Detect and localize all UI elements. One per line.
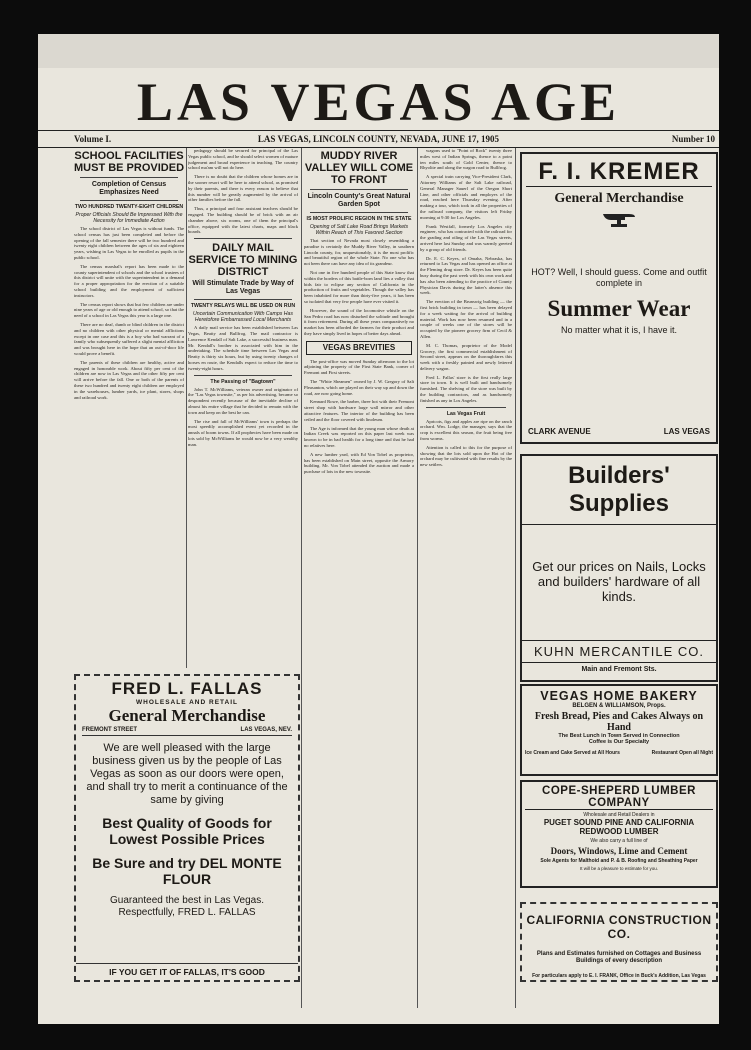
- advertisement-kremer: [520, 152, 718, 444]
- article-paragraph: There is no doubt that the children whose homes are in the sooner resort will be here to attend school, as promised by their parents, and there is every reason to believe that this number will be greatly augmented by the arrival of other families before the fall.: [188, 174, 298, 203]
- advertisement-bakery: [520, 684, 718, 776]
- ad-street: FREMONT STREET: [82, 727, 137, 733]
- ad-name: COPE-SHEPERD LUMBER COMPANY: [525, 785, 713, 810]
- article-paragraph: The parents of these children are healthy, active and engaged in honorable work. About fifty per cent of the children are now in Las Vegas and the other fifty per cent will arrive before the fall. One or both of the parents of these two hundred and twenty eight children are employed in the warehouses, lumber yards, ice plant, stores, shops and railroad work.: [74, 359, 184, 400]
- divider: [426, 407, 506, 408]
- ad-subtitle: Wholesale and Retail Dealers in: [583, 812, 655, 818]
- article-deck: Uncertain Communication With Camps Has Heretofore Embarrassed Local Merchants: [193, 311, 293, 324]
- ad-town: LAS VEGAS, NEV.: [240, 727, 292, 733]
- ad-slogan: Be Sure and try DEL MONTE FLOUR: [92, 855, 282, 887]
- column-2: [188, 148, 298, 668]
- ad-footer: [525, 750, 713, 756]
- article-subhead: TWO HUNDRED TWENTY-EIGHT CHILDREN: [74, 204, 184, 210]
- ad-slogan: Summer Wear: [547, 296, 691, 321]
- ad-name: VEGAS HOME BAKERY: [540, 689, 698, 703]
- ad-text: Coffee is Our Specialty: [588, 739, 650, 745]
- column-rule: [417, 148, 418, 1008]
- section-heading-brevities: VEGAS BREVITIES: [306, 341, 412, 355]
- ad-text: We are well pleased with the large business given us by the people of Las Vegas as soon as our doors were open, and shall try to merit a continuance of the same by giving: [86, 742, 288, 806]
- ad-tagline: No matter what it is, I have it.: [560, 325, 678, 335]
- advertisement-fallas: [74, 674, 300, 982]
- article-paragraph: The school district of Las Vegas is without funds. The school census has just been completed and before the opening of the fall semester there will be two hundred and twenty eight children between the ages of six and eighteen years, wishing in Las Vegas to be enrolled as pupils in the public school.: [74, 226, 184, 260]
- article-paragraph: Thus, a principal and four assistant teachers should be engaged. The building should be of brick with an air chamber above, six rooms, one of them the principal's office, equipped with the latest charts, maps and black boards.: [188, 206, 298, 235]
- ad-text: Get our prices on Nails, Locks and builders' hardware of all kinds.: [532, 559, 706, 604]
- ad-subtitle: WHOLESALE AND RETAIL: [136, 699, 238, 706]
- ad-location: [528, 427, 710, 436]
- article-paragraph: The erection of the Brunswig building — the first brick building in town — has been delayed for a week waiting for the arrival of building material. Work has now been resumed and in a couple of weeks one of the stores will be occupied by the pioneer grocery firm of Cecil & Allen.: [420, 299, 512, 339]
- article-paragraph: Dr. E. C. Keyes, of Omaha, Nebraska, has returned to Las Vegas and has opened an office at the Fleming drug store. Dr. Keyes has been quite busy during the past week with his own work and has also been attending to the practice of County Physician Davis during the latter's absence this week.: [420, 255, 512, 296]
- ad-slogan: Best Quality of Goods for Lowest Possible Prices: [102, 815, 272, 847]
- ad-location: Main and Fremont Sts.: [581, 666, 657, 673]
- ad-kind: PUGET SOUND PINE AND CALIFORNIA REDWOOD LUMBER: [543, 818, 695, 836]
- ad-name: FRED L. FALLAS: [111, 679, 263, 698]
- article-subhead: Completion of Census Emphasizes Need: [91, 181, 167, 196]
- ad-name: CALIFORNIA CONSTRUCTION CO.: [526, 913, 712, 941]
- ad-signature: Guaranteed the best in Las Vegas. Respectfully, FRED L. FALLAS: [110, 895, 264, 918]
- ad-text: HOT? Well, I should guess. Come and outfit complete in: [531, 267, 707, 288]
- article-deck: Opening of Salt Lake Road Brings Markets Within Reach of This Favored Section: [309, 224, 409, 236]
- newspaper-page: [38, 34, 719, 1024]
- divider: [194, 299, 292, 300]
- anvil-icon: [601, 211, 637, 229]
- dateline-center: LAS VEGAS, LINCOLN COUNTY, NEVADA, JUNE 17, 1905: [257, 134, 500, 144]
- ad-kind: General Merchandise: [554, 191, 684, 206]
- divider: [310, 189, 408, 190]
- ad-kind: General Merchandise: [108, 706, 266, 725]
- article-paragraph: wagons used to "Point of Rock" twenty three miles west of Indian Springs, thence to a point ten miles south of Gold Center, thence to Rhyolite and along the wagon road to Bullfrog.: [420, 148, 512, 171]
- article-headline: Las Vegas Fruit: [446, 410, 486, 417]
- divider: [80, 177, 178, 178]
- divider: [80, 200, 178, 201]
- masthead: LAS VEGAS AGE: [136, 72, 621, 132]
- ad-text: Plans and Estimates furnished on Cottages and Business Buildings of every description: [536, 951, 702, 964]
- advertisement-kuhn: [520, 454, 718, 682]
- article-headline: DAILY MAIL SERVICE TO MINING DISTRICT: [188, 242, 298, 279]
- dateline: [38, 130, 719, 148]
- ad-name: F. I. KREMER: [526, 158, 712, 187]
- issue-number: Number 10: [671, 134, 715, 144]
- divider: [310, 212, 408, 213]
- column-3: [304, 148, 414, 1008]
- article-paragraph: Not one in five hundred people of this State know that within the borders of this battle-born land lies a valley that bids fair to eclipse any section of California in the production of fruits and vegetables. Though the valley has been inhabited for more than thirty-five years, it has been so isolated that very few people have ever visited it.: [304, 269, 414, 304]
- ad-note: It will be a pleasure to estimate for you.: [579, 866, 659, 871]
- column-1: [74, 148, 184, 668]
- article-paragraph: Apricots, figs and apples are ripe on the ranch orchard. Wm. Lodge, the manager, says that the crop is excellent this season, the fruit being free from worms.: [420, 418, 512, 442]
- article-paragraph: The post-office was moved Sunday afternoon to the lot adjoining the property of the First State Bank, corner of Fremont and First streets.: [304, 358, 414, 376]
- advertisement-california-construction: [520, 902, 718, 982]
- article-headline: MUDDY RIVER VALLEY WILL COME TO FRONT: [304, 150, 414, 186]
- article-paragraph: The rise and fall of McWilliams' town is perhaps the most speedily accomplished event yet recorded in the annals of boom towns. If all prophecies have been made on lots sold by McWilliams he would now be a very wealthy man.: [188, 418, 298, 447]
- article-paragraph: Kennard Rowe, the barber, three hot with their Fremont street shop with hardware large wall mirror and other attractive features. The interior of the building has been ceiled and the floor covered with linoleum.: [304, 399, 414, 422]
- page-shading: [38, 34, 719, 68]
- ad-slogan: Doors, Windows, Lime and Cement: [550, 846, 688, 856]
- article-paragraph: John T. McWilliams, veteran owner and originator of the "Las Vegas townsite," as per his advertising, became so despondent recently because of the inevitable decline of almost his entire village that he decided to remain with the town and keep on the best he can.: [188, 386, 298, 415]
- advertisement-cope-sheperd: [520, 780, 718, 888]
- ad-street: CLARK AVENUE: [528, 427, 591, 436]
- article-paragraph: A new lumber yard, with Ed Von Tobel as proprietor, has been established on Main street, opposite the Armory building. Mr. Von Tobel attended the auction and made a purchase of lots in the new townsite.: [304, 451, 414, 475]
- article-paragraph: Attention is called to this for the purpose of showing that the lots sold upon the Hot of the orchard may be cultivated with fine results by the new settlers.: [420, 444, 512, 468]
- article-paragraph: The census marshal's report has been made to the county superintendent of schools and the school trustees of this district will unite with the superintendent in a demand for a proper appropriation for the erection of a suitable school building and the employment of sufficient instructors.: [74, 263, 184, 298]
- ad-footer: IF YOU GET IT OF FALLAS, IT'S GOOD: [76, 963, 298, 980]
- article-paragraph: The "White Sheamen" owned by J. W. Gregory of Salt Pleasanton, which are played on their way up and down the road, are now going home.: [304, 378, 414, 396]
- article-paragraph: The census report shows that but few children are under nine years of age or old enough to attend school, so that the need of a school in Las Vegas this year is a large one.: [74, 301, 184, 319]
- ad-location: [82, 725, 292, 736]
- article-paragraph: Fred L. Fallas' store is the first really large store in town. It is well built and handsomely furnished. The shelving of the store was built by the building contractors, and as handsomely finished as any in Los Angeles.: [420, 374, 512, 403]
- ad-text: Sole Agents for Malthoid and P. & B. Roofing and Sheathing Paper: [540, 858, 698, 864]
- article-paragraph: The Age is informed that the young man whose death at Indian Creek was reported on this paper last week was known to be in bad health for a long time and that he had no relatives here.: [304, 425, 414, 448]
- divider: [194, 375, 292, 376]
- column-4: [420, 148, 512, 1008]
- column-rule: [186, 148, 187, 668]
- article-headline: The Passing of "Bagtown": [210, 378, 276, 385]
- article-deck: Proper Officials Should Be Impressed With the Necessity for Immediate Action: [75, 212, 183, 224]
- ad-slogan: Fresh Bread, Pies and Cakes Always on Hand: [534, 711, 704, 733]
- article-paragraph: pedagogy should be secured for principal of the Las Vegas public school, and he should select women of mature judgement and broad experience in teaching. The country school ma'am will not do here.: [188, 148, 298, 171]
- ad-text: The Best Lunch in Town Served in Connection: [558, 733, 680, 739]
- article-paragraph: However, the sound of the locomotive whistle on the San Pedro road has now disturbed the solitude and brought it from retirement. During all these years comparatively no market has been afforded the farmers for their product and they have simply lived in hopes of better days ahead.: [304, 307, 414, 336]
- article-paragraph: That section of Nevada most closely resembling a paradise is certainly the Muddy River Valley, in southern Lincoln county, for, unquestionably, it is the most prolific and beautiful region of the whole State. No one who has not been there can have any idea of its grandeur.: [304, 238, 414, 267]
- ad-text: We also carry a full line of: [590, 838, 648, 844]
- volume-label: Volume I.: [74, 134, 112, 144]
- ad-headline: Builders' Supplies: [522, 456, 716, 525]
- article-paragraph: Frank Westfall, formerly Los Angeles city engineer, who has contracted with the railroad for the grading and oiling of the Las Vegas streets, arrived here last Sunday and was warmly greeted by a group of old friends.: [420, 223, 512, 252]
- article-subhead: Lincoln County's Great Natural Garden Spot: [307, 193, 411, 208]
- article-subhead: TWENTY RELAYS WILL BE USED ON RUN: [190, 303, 296, 310]
- article-paragraph: M. C. Thomas, proprietor of the Model Grocery, the first commercial establishment of Second street, appears on the thoroughfares this week with a freshly painted and newly lettered delivery wagon.: [420, 342, 512, 371]
- article-paragraph: There are no deaf, dumb or blind children in the district and no children with other physical or mental afflictions except in one case and this is a boy who had warrant of a family who subsequently suffered a slight mental affliction and was brought here in the hope that an out-of-door life would prove a benefit.: [74, 321, 184, 356]
- ad-footer-right: Restaurant Open all Night: [651, 750, 713, 756]
- ad-owners: BELGEN & WILLIAMSON, Props.: [572, 703, 666, 709]
- article-headline: SCHOOL FACILITIES MUST BE PROVIDED: [74, 150, 184, 174]
- ad-footer: For particulars apply to E. I. FRANK, Office in Buck's Addition, Las Vegas: [532, 973, 706, 979]
- ad-footer-left: Ice Cream and Cake Served at All Hours: [525, 750, 620, 756]
- column-rule: [515, 148, 516, 1008]
- article-paragraph: A daily mail service has been established between Las Vegas, Beatty and Bullfrog. The mail contractor is Lawrence Kendall of Salt Lake, a successful business man. Mr. Kendall's brother is associated with him in the undertaking. The schedule time between Las Vegas and Beatty is thirty six hours, but by using twenty changes of horses en route, the Kendalls expect to reduce the time to twenty-eight hours.: [188, 325, 298, 371]
- divider: [194, 238, 292, 239]
- ad-town: LAS VEGAS: [663, 427, 710, 436]
- ad-name: KUHN MERCANTILE CO.: [522, 640, 716, 663]
- article-paragraph: A special train carrying Vice-President Clark, Attorney Williams of the Salt Lake railroad, General Manager Sauerl of the Oregon Short Line, and other officials and employes of the road, reached here Thursday evening. After making a tour, which took in all the properties of the railroad company, the visitors left Friday morning at 9:30 for Los Angeles.: [420, 174, 512, 220]
- article-subhead: Will Stimulate Trade by Way of Las Vegas: [192, 280, 294, 296]
- article-subhead: IS MOST PROLIFIC REGION IN THE STATE: [306, 216, 412, 222]
- column-rule: [301, 148, 302, 1008]
